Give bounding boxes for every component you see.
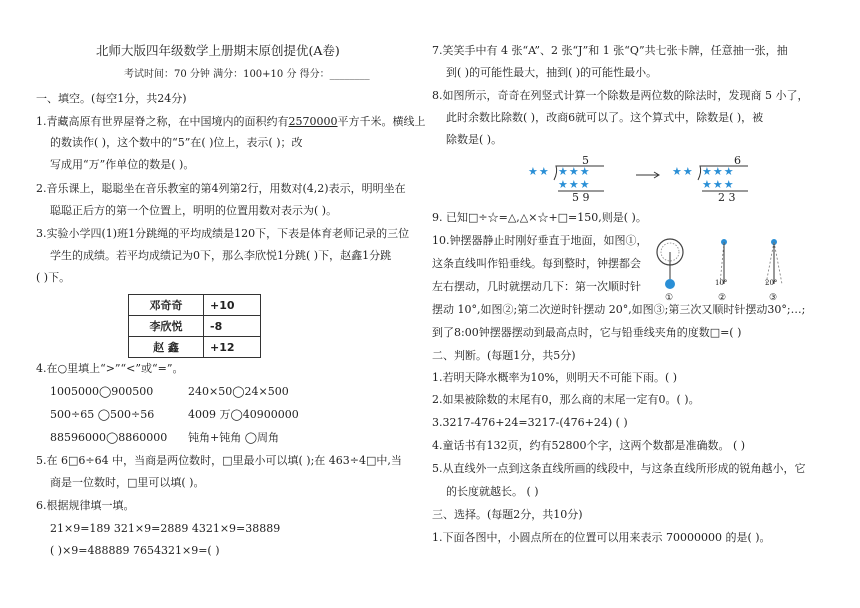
- star-icon: ★★: [672, 165, 694, 178]
- student-name: 邓奇奇: [129, 295, 204, 316]
- q3-line1: 3.实验小学四(1)班1分跳绳的平均成绩是120下，下表是体育老师记录的三位: [36, 227, 410, 240]
- star-icon: ★★★: [558, 178, 591, 191]
- student-score: -8: [204, 316, 261, 337]
- q7-line2: 到( )的可能性最大，抽到( )的可能性最小。: [446, 66, 658, 79]
- q6-line1: 6.根据规律填一填。: [36, 499, 135, 512]
- quotient-digit: 6: [734, 154, 741, 167]
- q10-line3: 左右摆动，几时就摆动几下：第一次顺时针: [432, 280, 641, 293]
- q8-line2: 此时余数比除数( )，改商6就可以了。这个算式中，除数是( )，被: [446, 111, 764, 124]
- q2-line1: 2.音乐课上，聪聪坐在音乐教室的第4列第2行，用数对(4,2)表示，明明坐在: [36, 182, 406, 195]
- q4-r2b: 4009 万◯40900000: [188, 408, 299, 421]
- q1-number: 2570000: [288, 115, 338, 128]
- q1-line1: 1.青藏高原有世界屋脊之称，在中国境内的面积约有2570000平方千米。横线上: [36, 115, 426, 128]
- division-figure-1: [528, 154, 620, 204]
- q1-line3: 写成用“万”作单位的数是( )。: [50, 158, 195, 171]
- judge-1: 1.若明天降水概率为10%，则明天不可能下雨。( ): [432, 371, 678, 384]
- remainder-digits: 2 3: [718, 191, 736, 204]
- q10-line2: 这条直线叫作铅垂线。每到整时，钟摆都会: [432, 257, 641, 270]
- exam-title: 北师大版四年级数学上册期末原创提优(A卷): [96, 43, 340, 58]
- q4-r3b: 钝角+钝角 ◯周角: [188, 431, 280, 444]
- section2-heading: 二、判断。(每题1分，共5分): [432, 349, 576, 362]
- angle-label: 10°: [715, 279, 728, 287]
- q6-row1: 21×9=189 321×9=2889 4321×9=38889: [50, 522, 281, 535]
- arrow-right-icon: [636, 170, 662, 180]
- q10-line4: 摆动 10°,如图②;第二次逆时针摆动 20°,如图③;第三次又顺时针摆动30°;…;: [432, 303, 806, 316]
- q10-line5: 到了8:00钟摆器摆动到最高点时，它与铅垂线夹角的度数□=( ): [432, 326, 742, 339]
- scores-table-wrap: [128, 294, 261, 358]
- section3-heading: 三、选择。(每题2分，共10分): [432, 508, 583, 521]
- q1-line2: 的数读作( )，这个数中的“5”在( )位上，表示( )；改: [50, 136, 303, 149]
- star-icon: ★★★: [702, 178, 735, 191]
- pendulum-diagram: [654, 234, 824, 306]
- table-row: [129, 295, 261, 316]
- q6-row2: ( )×9=488889 7654321×9=( ): [50, 544, 220, 557]
- judge-3: 3.3217-476+24=3217-(476+24) ( ): [432, 416, 628, 429]
- judge-5-line2: 的长度就越长。 ( ): [446, 485, 539, 498]
- star-icon: ★★★: [702, 165, 735, 178]
- section1-heading: 一、填空。(每空1分，共24分): [36, 92, 187, 105]
- student-score: +12: [204, 337, 261, 358]
- division-bracket: [528, 154, 620, 204]
- table-row: [129, 316, 261, 337]
- q3-line3: ( )下。: [36, 271, 71, 284]
- q4-line1: 4.在○里填上“>”“<”或“=”。: [36, 362, 184, 375]
- q8-line3: 除数是( )。: [446, 133, 503, 146]
- q4-r1b: 240×50◯24×500: [188, 385, 289, 398]
- division-bracket: [672, 154, 764, 204]
- q3-line2: 学生的成绩。若平均成绩记为0下，那么李欣悦1分跳( )下，赵鑫1分跳: [50, 249, 392, 262]
- judge-5-line1: 5.从直线外一点到这条直线所画的线段中，与这条直线所形成的锐角越小，它: [432, 462, 806, 475]
- exam-info: 考试时间：70 分钟 满分：100+10 分 得分：________: [124, 69, 370, 80]
- angle-label: 20°: [765, 279, 778, 287]
- q4-r1a: 1005000◯900500: [50, 385, 154, 398]
- figure-label: ②: [718, 293, 727, 303]
- student-name: 李欣悦: [129, 316, 204, 337]
- choice-1: 1.下面各图中，小圆点所在的位置可以用来表示 70000000 的是( )。: [432, 531, 771, 544]
- quotient-digit: 5: [582, 154, 589, 167]
- q2-line2: 聪聪正后方的第一个位置上，明明的位置用数对表示为( )。: [50, 204, 338, 217]
- division-figure-2: [672, 154, 764, 204]
- figure-label: ①: [665, 293, 674, 303]
- q7-line1: 7.笑笑手中有 4 张“A”、2 张“J”和 1 张“Q”共七张卡牌，任意抽一张，抽: [432, 44, 788, 57]
- star-icon: ★★: [528, 165, 550, 178]
- scores-table: [128, 294, 261, 358]
- q4-r3a: 88596000◯8860000: [50, 431, 168, 444]
- clock-icon: [657, 239, 683, 289]
- q4-r2a: 500÷65 ◯500÷56: [50, 408, 155, 421]
- pendulum-figures: [654, 234, 824, 306]
- q5-line2: 商是一位数时，□里可以填( )。: [50, 476, 205, 489]
- q8-line1: 8.如图所示，奇奇在列竖式计算一个除数是两位数的除法时，发现商 5 小了，: [432, 89, 809, 102]
- student-score: +10: [204, 295, 261, 316]
- q5-line1: 5.在 6□6÷64 中，当商是两位数时，□里最小可以填( );在 463÷4□中,当: [36, 454, 402, 467]
- student-name: 赵 鑫: [129, 337, 204, 358]
- figure-label: ③: [769, 293, 778, 303]
- judge-2: 2.如果被除数的末尾有0，那么商的末尾一定有0。( )。: [432, 393, 700, 406]
- q9: 9. 已知□÷☆=△,△×☆+□=150,则是( )。: [432, 211, 647, 224]
- star-icon: ★★★: [558, 165, 591, 178]
- remainder-digits: 5 9: [572, 191, 590, 204]
- judge-4: 4.童话书有132页，约有52800个字，这两个数都是准确数。 ( ): [432, 439, 746, 452]
- q10-line1: 10.钟摆器静止时刚好垂直于地面，如图①，: [432, 234, 648, 247]
- table-row: [129, 337, 261, 358]
